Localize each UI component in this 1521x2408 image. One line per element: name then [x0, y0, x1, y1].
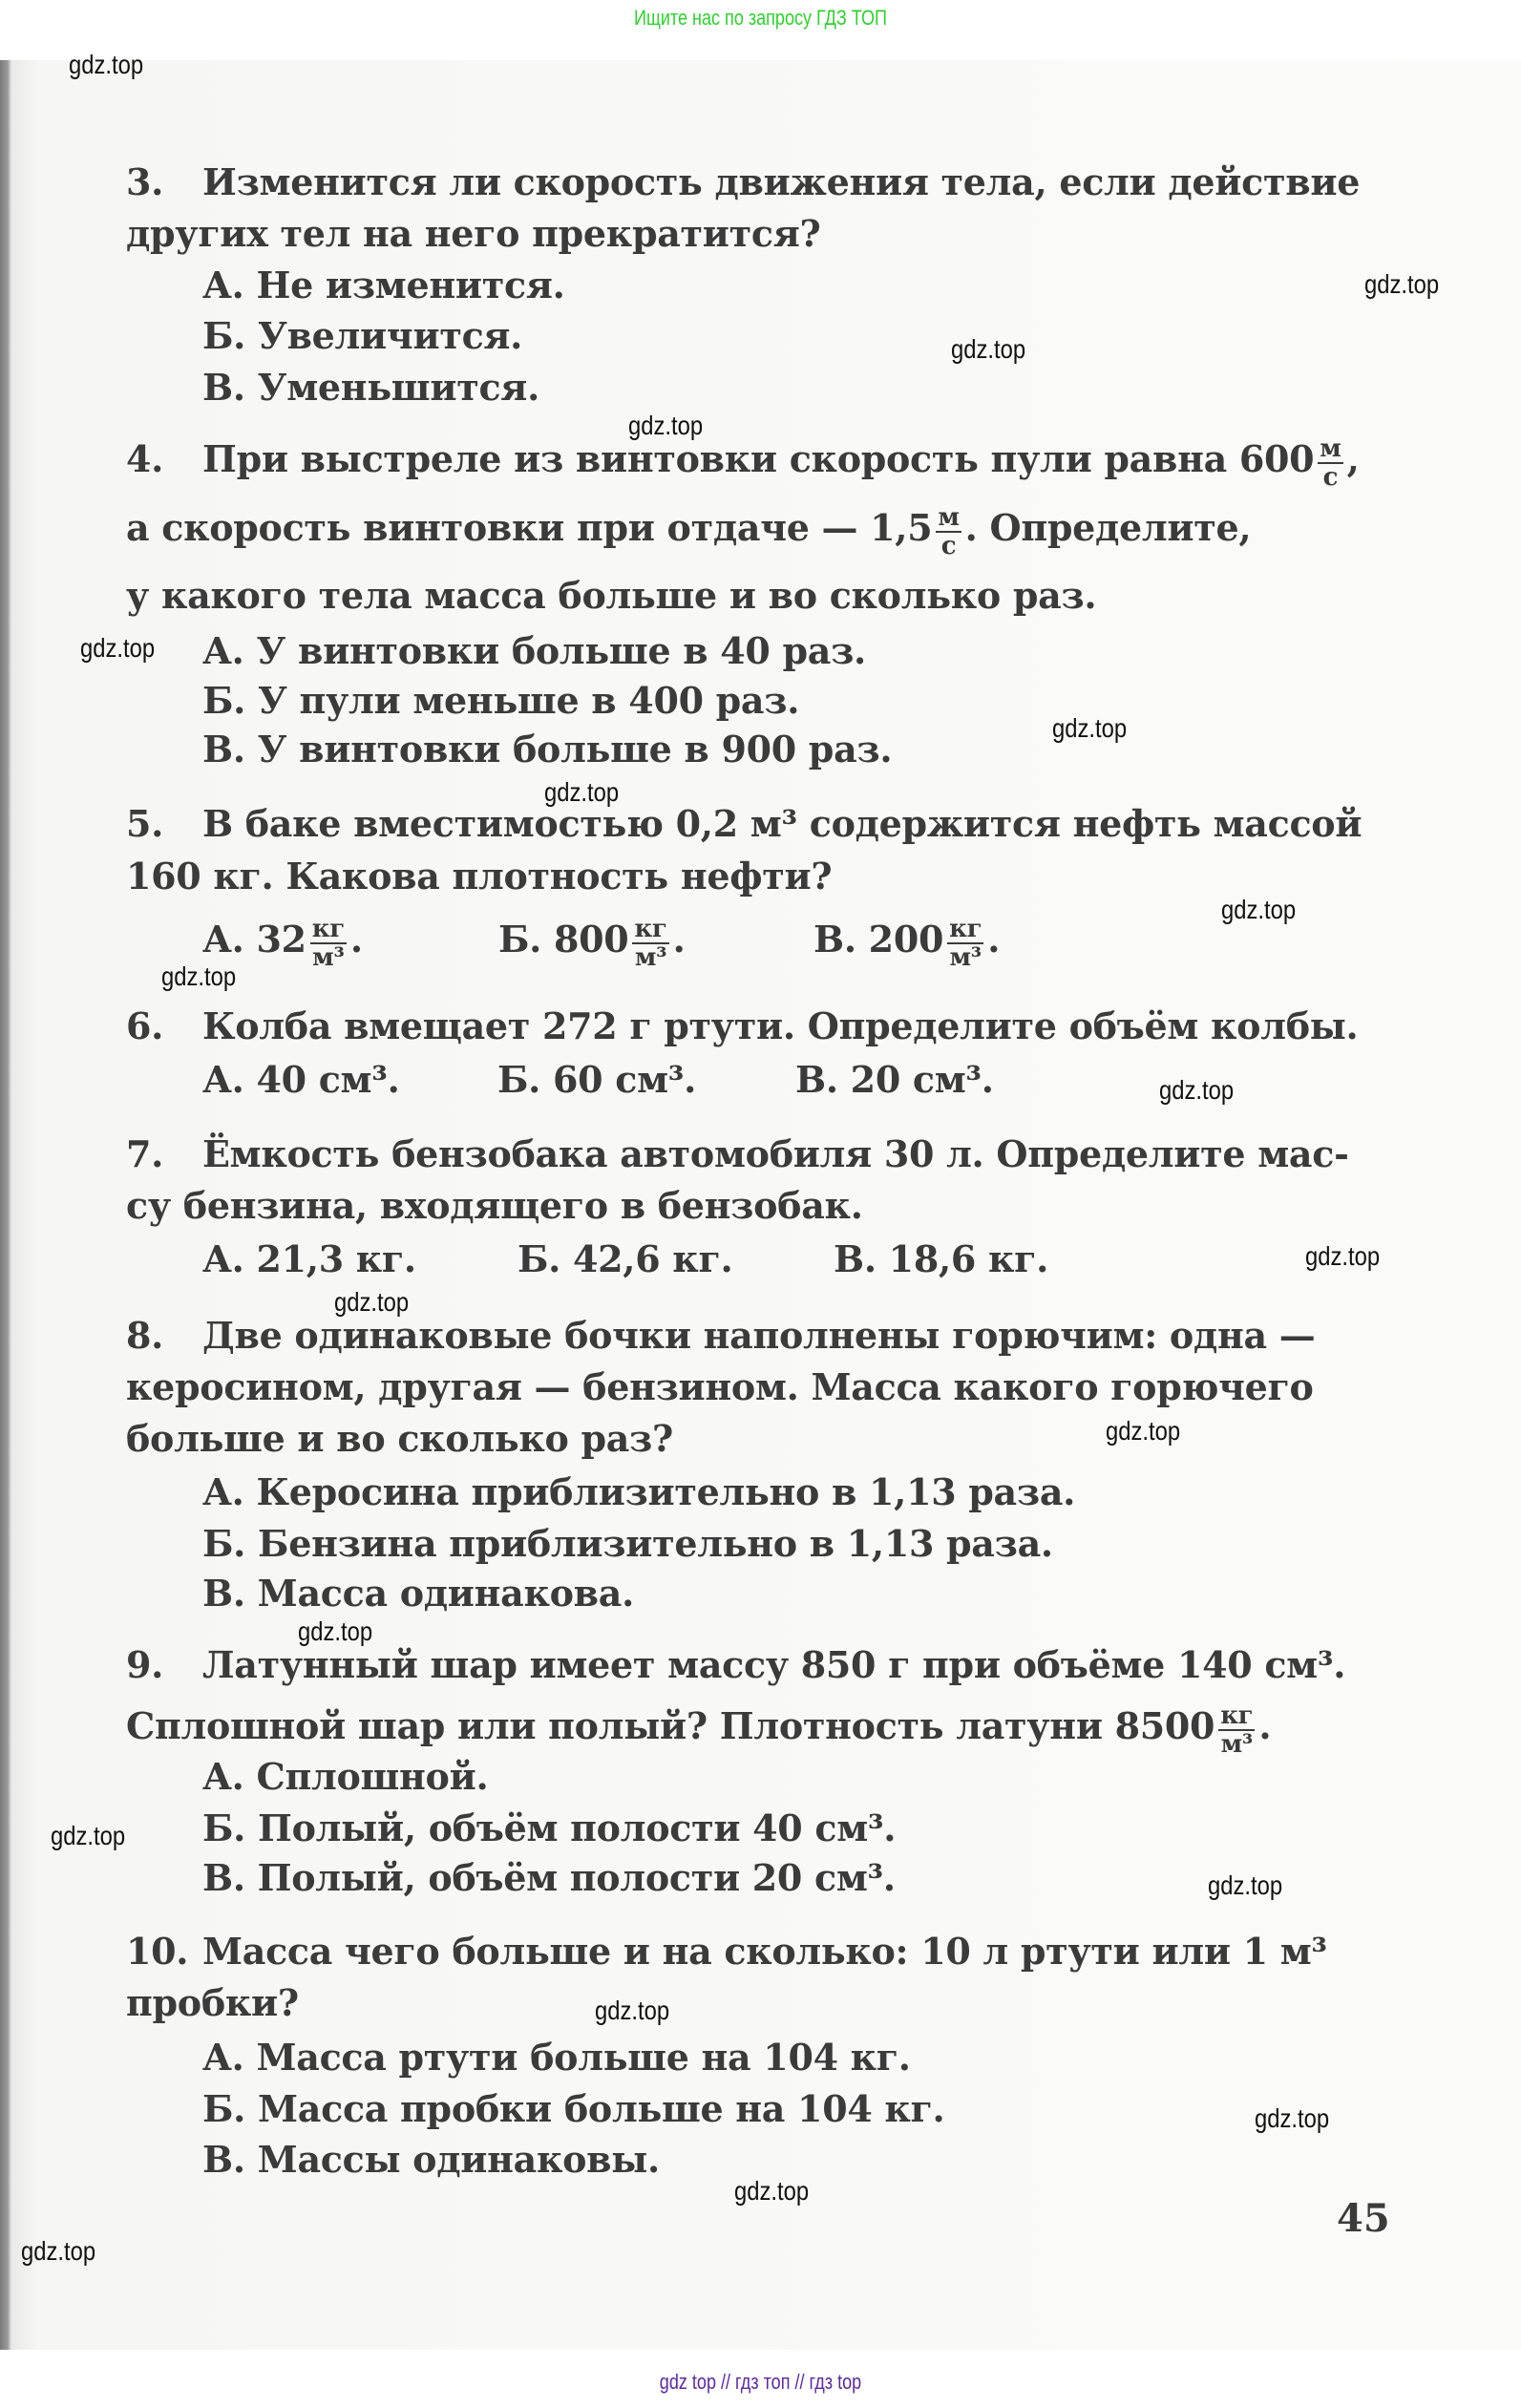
numerator: кг	[949, 914, 982, 943]
question-9-answer-b: Б. Полый, объём полости 40 см³.	[202, 1806, 897, 1849]
watermark: gdz.top	[298, 1616, 373, 1646]
watermark: gdz.top	[1106, 1416, 1181, 1446]
question-7-number: 7.	[126, 1132, 164, 1175]
question-8-answer-c: В. Масса одинакова.	[202, 1572, 635, 1615]
watermark: gdz.top	[734, 2176, 810, 2206]
question-6-answer-c: В. 20 см³.	[795, 1058, 994, 1101]
watermark: gdz.top	[1221, 895, 1297, 924]
question-6-answer-b: Б. 60 см³.	[497, 1058, 697, 1101]
text: Сплошной шар или полый? Плотность латуни 8500	[126, 1704, 1215, 1747]
denominator: м³	[1220, 1729, 1253, 1759]
page-number: 45	[1337, 2196, 1390, 2241]
watermark: gdz.top	[334, 1287, 410, 1317]
question-10-answer-c: В. Массы одинаковы.	[202, 2138, 660, 2181]
text: .	[349, 918, 363, 961]
watermark: gdz.top	[1052, 713, 1128, 743]
denominator: с	[940, 531, 957, 560]
footer-banner[interactable]: gdz top // гдз топ // гдз top	[659, 2370, 862, 2394]
question-4-answer-b: Б. У пули меньше в 400 раз.	[202, 679, 800, 722]
question-10-text: Масса чего больше и на сколько: 10 л ртути или 1 м³	[202, 1930, 1327, 1973]
question-9-answer-c: В. Полый, объём полости 20 см³.	[202, 1856, 896, 1899]
question-5-text: В баке вместимостью 0,2 м³ содержится нефть массой	[202, 802, 1363, 845]
watermark: gdz.top	[544, 777, 620, 807]
text: ,	[1346, 437, 1360, 480]
question-4-line-2	[126, 503, 1251, 560]
question-6-text: Колба вмещает 272 г ртути. Определите объём колбы.	[202, 1004, 1359, 1047]
question-5-text-cont: 160 кг. Какова плотность нефти?	[126, 855, 833, 898]
question-4-number: 4.	[126, 437, 164, 480]
watermark: gdz.top	[951, 334, 1026, 364]
question-7-answer-b: Б. 42,6 кг.	[518, 1237, 733, 1280]
question-3-number: 3.	[126, 160, 164, 203]
text: При выстреле из винтовки скорость пули равна 600	[202, 437, 1315, 480]
watermark: gdz.top	[80, 633, 156, 663]
text: Б. 800	[498, 918, 629, 961]
question-8-answer-a: А. Керосина приблизительно в 1,13 раза.	[202, 1470, 1076, 1513]
text: . Определите,	[964, 506, 1252, 549]
unit-fraction	[947, 916, 983, 971]
question-4-answer-a: А. У винтовки больше в 40 раз.	[202, 629, 866, 672]
text: .	[672, 918, 686, 961]
question-8-text-cont: керосином, другая — бензином. Масса какого горючего	[126, 1365, 1314, 1408]
text: А. 32	[202, 918, 306, 961]
watermark: gdz.top	[628, 411, 704, 440]
question-3-answer-c: В. Уменьшится.	[202, 366, 540, 409]
numerator: кг	[311, 914, 345, 943]
text: .	[1258, 1704, 1272, 1747]
question-4-line-3: у какого тела масса больше и во сколько раз.	[126, 574, 1097, 617]
text: В. 200	[813, 918, 944, 961]
question-3-answer-b: Б. Увеличится.	[202, 314, 523, 357]
denominator: с	[1322, 462, 1339, 492]
unit-fraction	[936, 504, 961, 560]
question-4-answer-c: В. У винтовки больше в 900 раз.	[202, 728, 893, 771]
question-10-answer-a: А. Масса ртути больше на 104 кг.	[202, 2036, 911, 2079]
numerator: кг	[634, 914, 667, 943]
numerator: м	[938, 502, 960, 532]
text: .	[987, 918, 1001, 961]
question-5-answer-c	[813, 915, 1000, 971]
unit-fraction	[632, 916, 668, 971]
denominator: м³	[949, 942, 982, 972]
question-9-number: 9.	[126, 1643, 164, 1686]
watermark: gdz.top	[1159, 1075, 1235, 1105]
question-10-text-cont: пробки?	[126, 1981, 299, 2024]
watermark: gdz.top	[1305, 1241, 1381, 1271]
watermark: gdz.top	[161, 961, 237, 991]
denominator: м³	[634, 942, 667, 972]
question-8-text-cont: больше и во сколько раз?	[126, 1417, 673, 1460]
text: а скорость винтовки при отдаче — 1,5	[126, 506, 933, 549]
question-6-number: 6.	[126, 1004, 164, 1047]
unit-fraction	[1218, 1702, 1255, 1758]
watermark: gdz.top	[595, 1996, 670, 2025]
question-9-answer-a: А. Сплошной.	[202, 1755, 489, 1798]
watermark: gdz.top	[1255, 2103, 1330, 2133]
question-10-answer-b: Б. Масса пробки больше на 104 кг.	[202, 2087, 945, 2130]
question-4-line-1	[202, 434, 1360, 491]
question-9-text-cont	[126, 1701, 1271, 1758]
watermark: gdz.top	[51, 1821, 126, 1850]
question-3-text: Изменится ли скорость движения тела, если действие	[202, 160, 1361, 203]
question-7-answer-c: В. 18,6 кг.	[834, 1237, 1049, 1280]
numerator: м	[1320, 433, 1341, 463]
question-9-text: Латунный шар имеет массу 850 г при объёме 140 см³.	[202, 1643, 1346, 1686]
question-8-text: Две одинаковые бочки наполнены горючим: одна —	[202, 1314, 1316, 1357]
question-8-answer-b: Б. Бензина приблизительно в 1,13 раза.	[202, 1522, 1053, 1565]
denominator: м³	[312, 942, 345, 972]
watermark: gdz.top	[69, 50, 144, 79]
question-10-number: 10.	[126, 1930, 189, 1973]
header-banner[interactable]: Ищите нас по запросу ГДЗ ТОП	[634, 6, 887, 30]
question-5-answer-b	[498, 915, 686, 971]
watermark: gdz.top	[21, 2236, 96, 2266]
watermark: gdz.top	[1364, 269, 1440, 299]
question-7-answer-a: А. 21,3 кг.	[202, 1237, 416, 1280]
question-8-number: 8.	[126, 1314, 164, 1357]
unit-fraction	[1318, 435, 1342, 491]
question-3-text-cont: других тел на него прекратится?	[126, 212, 821, 255]
question-3-answer-a: А. Не изменится.	[202, 264, 565, 306]
numerator: кг	[1220, 1700, 1254, 1730]
question-7-text: Ёмкость бензобака автомобиля 30 л. Определите мас-	[202, 1132, 1349, 1175]
watermark: gdz.top	[1208, 1870, 1283, 1900]
question-7-text-cont: су бензина, входящего в бензобак.	[126, 1184, 863, 1227]
question-5-number: 5.	[126, 802, 164, 845]
question-6-answer-a: А. 40 см³.	[202, 1058, 400, 1101]
unit-fraction	[310, 916, 347, 971]
